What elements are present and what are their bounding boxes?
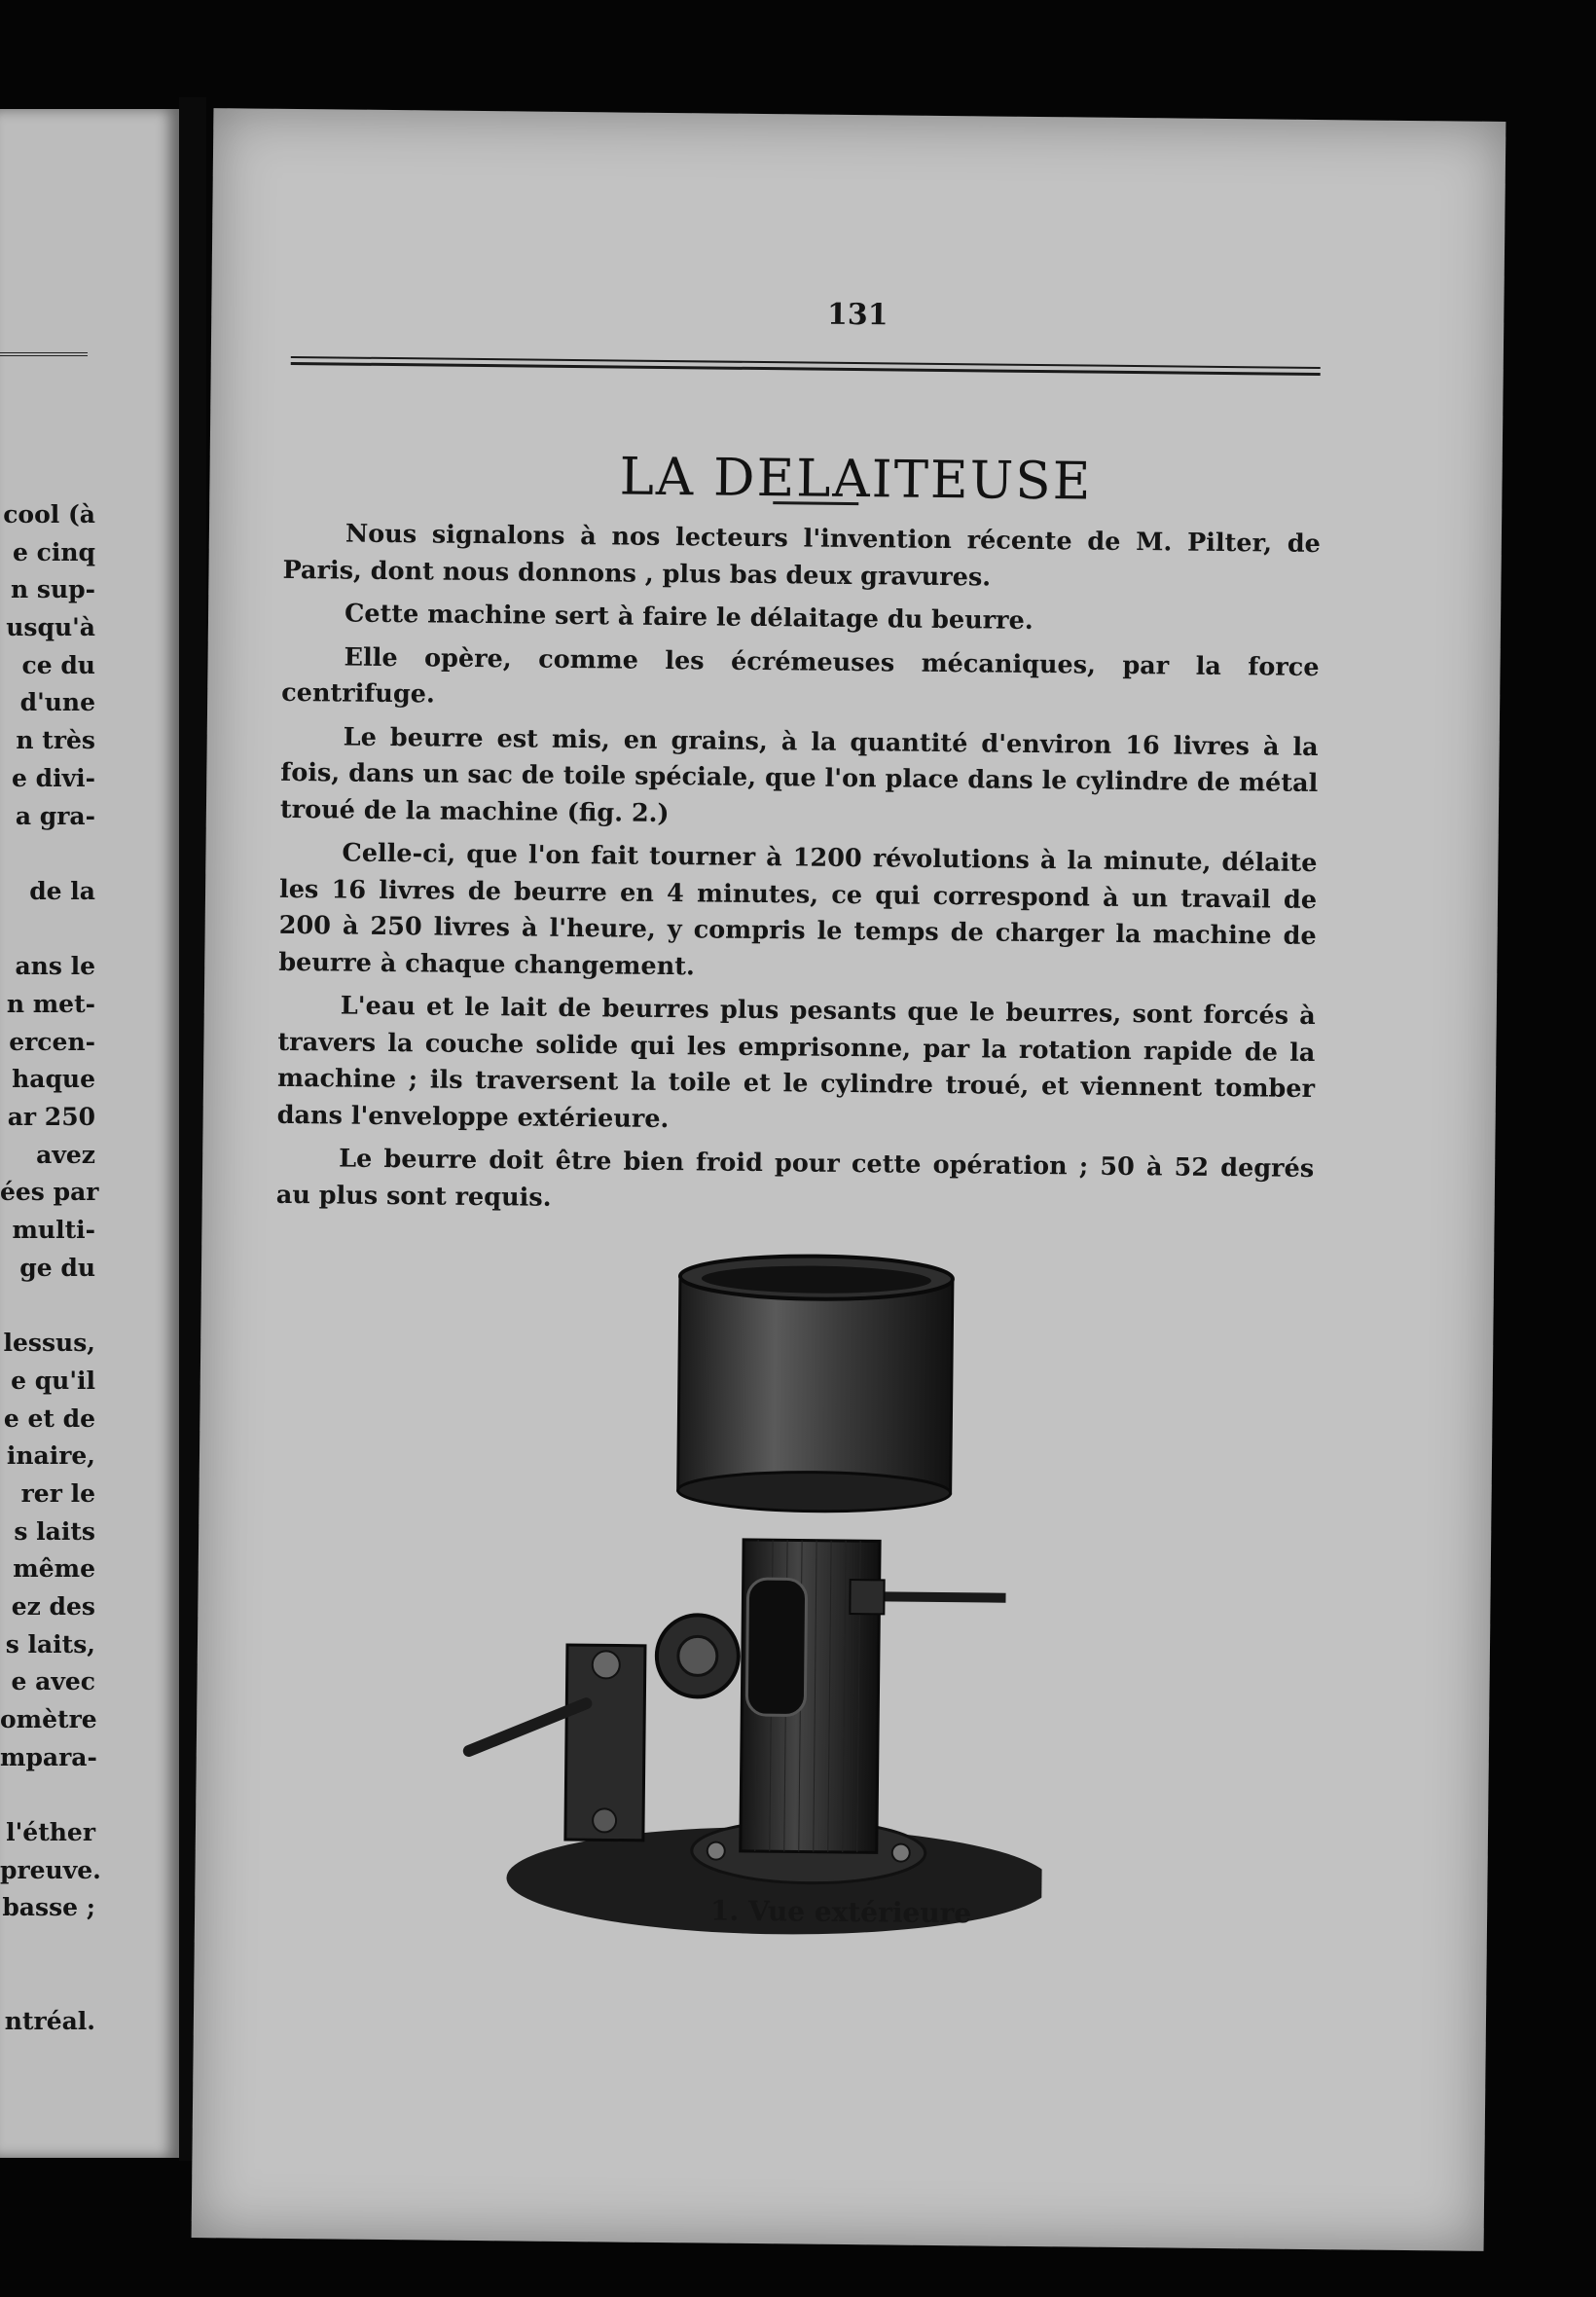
- main-page: [192, 108, 1506, 2251]
- previous-page-line: n très: [16, 726, 95, 755]
- previous-page-line: ge du: [19, 1253, 95, 1282]
- previous-page-line: [0, 1927, 95, 1965]
- previous-page-line: n met-: [6, 989, 95, 1018]
- previous-page-line: lessus,: [3, 1329, 95, 1358]
- previous-page-line: ce du: [21, 650, 95, 679]
- previous-page-text: [0, 496, 101, 2040]
- previous-page-line: a gra-: [15, 801, 95, 830]
- lever-handle: [869, 1591, 1005, 1602]
- previous-page-line: avez: [36, 1140, 95, 1169]
- previous-page-line: ercen-: [9, 1027, 95, 1056]
- previous-page-line: même: [13, 1554, 95, 1584]
- previous-page-line: e et de: [3, 1404, 95, 1433]
- article-title: LA DELAITEUSE: [619, 446, 1093, 512]
- previous-page-line: cool (à: [3, 500, 95, 529]
- article-body: [276, 516, 1322, 1231]
- paragraph: Celle-ci, que l'on fait tourner à 1200 révolutions à la minute, délaite les 16 livres de beurre en 4 minutes, ce qui correspond à un travail de 200 à 250 livres à l'heure, y compris le temps de charger la machine de beurre à chaque changement.: [278, 838, 1318, 981]
- previous-page-line: preuve.: [0, 1855, 101, 1884]
- previous-page-line: [0, 835, 95, 873]
- previous-page-line: ntréal.: [4, 2006, 95, 2035]
- previous-page-line: inaire,: [6, 1441, 95, 1471]
- previous-page-line: [0, 1965, 95, 2003]
- previous-page-line: multi-: [12, 1216, 95, 1245]
- previous-page-line: ar 250: [7, 1103, 95, 1131]
- previous-page-line: [0, 1287, 95, 1325]
- page-number: 131: [826, 297, 889, 333]
- previous-page-line: omètre: [0, 1705, 97, 1733]
- previous-page-line: de la: [29, 876, 95, 905]
- previous-page-line: rer le: [20, 1478, 95, 1508]
- previous-page-line: mpara-: [0, 1742, 97, 1771]
- header-rule: [291, 356, 1321, 376]
- previous-page-line: e avec: [11, 1667, 95, 1696]
- previous-page-line: [0, 911, 95, 949]
- previous-page-line: e divi-: [12, 763, 95, 792]
- previous-page-line: n sup-: [11, 575, 95, 604]
- previous-page-line: ées par: [0, 1178, 99, 1207]
- previous-page-line: haque: [12, 1065, 95, 1094]
- drum-body: [678, 1276, 953, 1493]
- previous-page-fragment: [0, 109, 179, 2158]
- previous-page-line: basse ;: [2, 1893, 95, 1922]
- previous-page-line: usqu'à: [6, 613, 95, 642]
- paragraph: Cette machine sert à faire le délaitage du beurre.: [344, 599, 1034, 636]
- column-opening: [746, 1579, 806, 1716]
- previous-page-line: l'éther: [6, 1818, 95, 1847]
- previous-page-line: d'une: [19, 688, 95, 717]
- previous-page-line: e cinq: [13, 537, 95, 566]
- previous-page-line: [0, 1776, 95, 1814]
- previous-page-line: e qu'il: [11, 1366, 95, 1395]
- paragraph: Le beurre est mis, en grains, à la quantité d'environ 16 livres à la fois, dans un sac de toile spéciale, que l'on place dans le cylindre de métal troué de la machine (fig. 2.): [279, 722, 1319, 828]
- figure-caption: 1. Vue extérieure: [709, 1894, 972, 1930]
- previous-page-line: ez des: [11, 1591, 95, 1621]
- previous-page-line: s laits,: [5, 1629, 95, 1659]
- previous-page-line: s laits: [14, 1516, 95, 1546]
- previous-page-line: ans le: [15, 952, 95, 981]
- previous-page-header-rule: [0, 352, 88, 356]
- paragraph: Elle opère, comme les écrémeuses mécaniques, par la force centrifuge.: [281, 642, 1320, 710]
- paragraph: L'eau et le lait de beurres plus pesants que le beurres, sont forcés à travers la couche solide qui les emprisonne, par la rotation rapide de la machine ; ils traversent la toile et le cylindre troué, et viennent tomber dans l'enveloppe extérieure.: [276, 991, 1316, 1134]
- paragraph: Le beurre doit être bien froid pour cette opération ; 50 à 52 degrés au plus sont requis.: [275, 1144, 1315, 1213]
- paragraph: Nous signalons à nos lecteurs l'invention récente de M. Pilter, de Paris, dont nous donnons , plus bas deux gravures.: [282, 519, 1322, 592]
